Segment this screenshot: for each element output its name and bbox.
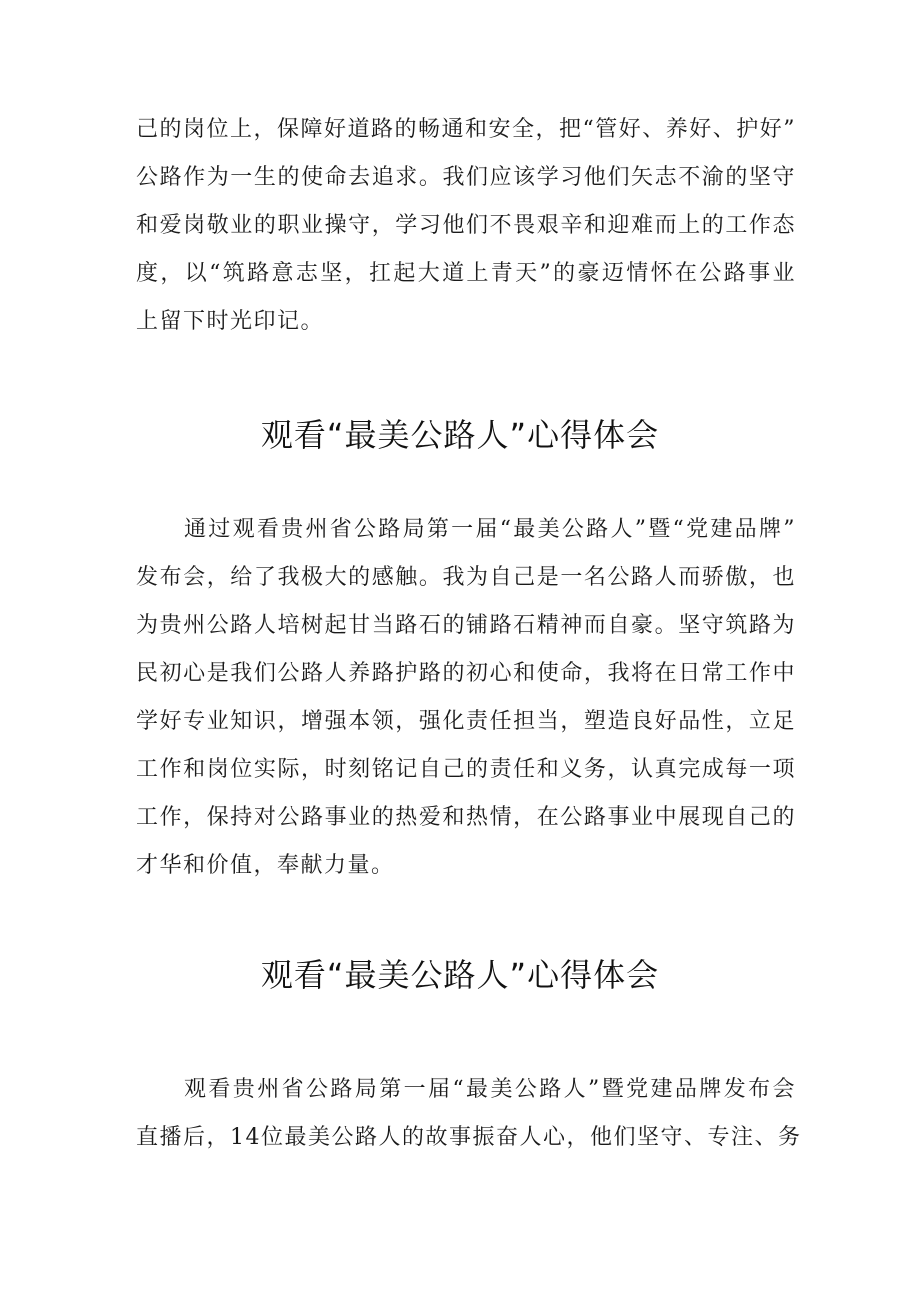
paragraph-line: 民初心是我们公路人养路护路的初心和使命，我将在日常工作中 <box>136 661 796 686</box>
paragraph-line: 己的岗位上，保障好道路的畅通和安全，把“管好、养好、护好” <box>136 117 796 142</box>
paragraph-line: 上留下时光印记。 <box>136 309 325 334</box>
paragraph-line: 工作，保持对公路事业的热爱和热情，在公路事业中展现自己的 <box>136 805 796 830</box>
paragraph-line: 度，以“筑路意志坚，扛起大道上青天”的豪迈情怀在公路事业 <box>136 261 796 286</box>
paragraph-line: 直播后，14位最美公路人的故事振奋人心，他们坚守、专注、务 <box>136 1125 802 1150</box>
paragraph-line: 工作和岗位实际，时刻铭记自己的责任和义务，认真完成每一项 <box>136 757 796 782</box>
section-heading: 观看“最美公路人”心得体会 <box>260 956 660 994</box>
section-heading: 观看“最美公路人”心得体会 <box>260 416 660 454</box>
paragraph-line: 发布会，给了我极大的感触。我为自己是一名公路人而骄傲，也 <box>136 565 796 590</box>
paragraph-line: 通过观看贵州省公路局第一届“最美公路人”暨“党建品牌” <box>184 517 796 542</box>
paragraph-line: 为贵州公路人培树起甘当路石的铺路石精神而自豪。坚守筑路为 <box>136 613 796 638</box>
paragraph-line: 公路作为一生的使命去追求。我们应该学习他们矢志不渝的坚守 <box>136 165 796 190</box>
paragraph-line: 观看贵州省公路局第一届“最美公路人”暨党建品牌发布会 <box>184 1077 796 1102</box>
paragraph-line: 和爱岗敬业的职业操守，学习他们不畏艰辛和迎难而上的工作态 <box>136 213 796 238</box>
paragraph-line: 才华和价值，奉献力量。 <box>136 853 395 878</box>
paragraph-line: 学好专业知识，增强本领，强化责任担当，塑造良好品性，立足 <box>136 709 796 734</box>
